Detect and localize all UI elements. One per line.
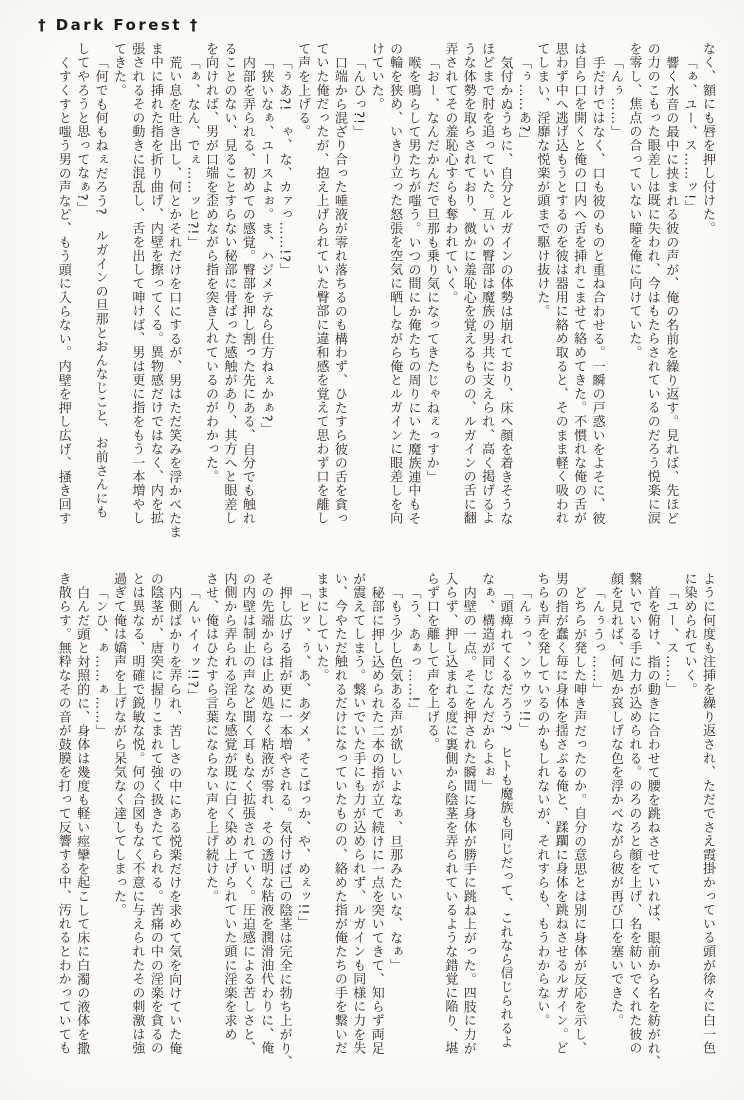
text-column: の内壁は制止の声など聞く耳もなく拡張されていく。圧迫感による苦しさと、 <box>239 572 255 1055</box>
text-column: 内側から弄られる淫らな感覚が既に白く染め上げられていた頭に淫楽を求め <box>221 572 237 1042</box>
text-column: 「ぁ、なん、でぇ……ッヒ?!」 <box>184 55 200 249</box>
text-column: 繋いでいる手に力が込められる。のろのろと顔を上げ、名を紡いでくれた彼の <box>626 572 642 1055</box>
text-column: てしまい、淫靡な悦楽が頭まで駆け抜けた。 <box>534 42 550 318</box>
text-column: 口端から混ざり合った唾液が零れ落ちるのも構わず、ひたすら彼の舌を貪っ <box>331 55 347 525</box>
text-column: 内側ばかりを弄られ、苦しさの中にある悦楽だけを求めて気を向けていた俺 <box>166 585 182 1055</box>
text-column: 喉を鳴らして男たちが嗤う。いつの間にか俺たちの周りにいた魔族連中もそ <box>405 55 421 525</box>
text-column: ほどまで肘を追っていた。互いの臀部は魔族の男共に支えられ、高く掲げるよ <box>479 42 495 525</box>
text-column: 「う、あぁっ……!」 <box>405 585 421 717</box>
page-title: † Dark Forest † <box>38 16 200 34</box>
text-column: 「ぅ……あ?」 <box>515 55 531 147</box>
text-column: 「んぅっ、ンゥウッ!!」 <box>515 585 531 736</box>
text-column: らず口を離して声を上げる。 <box>423 572 439 752</box>
text-column: ちらも声を発しているのかもしれないが、それすらも、もうわからない。 <box>534 572 550 1028</box>
text-column: 「んぅ……」 <box>607 55 623 139</box>
text-column: 「ぅあ?! ゃ、な、カァっ……!?」 <box>276 55 292 277</box>
text-column: 押し広げる指が更に一本増やされる。気付けば己の陰茎は完全に勃ち上がり、 <box>276 585 292 1069</box>
text-column: なぁ、構造が同じなんだからよぉ」 <box>479 572 495 793</box>
text-column: て声を上げる。 <box>295 42 311 139</box>
text-column: その先端からは止め処なく粘液が零れ、その透明な粘液を潤滑油代わりに、俺 <box>258 572 274 1055</box>
text-column: い、今やただ触れるだけになっていたものの、絡めた指が俺たちの手を繋いだ <box>331 572 347 1055</box>
text-column: くすくすと嗤う男の声など、もう頭に入らない。内壁を押し広げ、掻き回す <box>55 55 71 525</box>
text-column: どちらが発した呻き声だったのか。自分の意思とは別に身体が反応を示し、 <box>571 585 587 1055</box>
text-column: ままにしていた。 <box>313 572 329 683</box>
text-column: が震えてしまう。繋いでいた手にも力が込められず、ルガインも同様に力を失 <box>350 572 366 1055</box>
text-column: 「んぅうっ……」 <box>589 585 605 697</box>
text-column: ように何度も注挿を繰り返され、ただでさえ霞掛かっている頭が徐々に白一色 <box>700 572 715 1055</box>
text-column: 手だけではなく、口も彼のものと重ね合わせる。一瞬の戸惑いをよそに、彼 <box>589 55 605 525</box>
text-column: 「んぃイィッ!!?」 <box>184 585 200 703</box>
text-column: 響く水音の最中に挟まれる彼の声が、俺の名前を繰り返す。見れば、先ほど <box>663 55 679 525</box>
text-column: 「何でも何もねぇだろう? ルガインの旦那とおんなじこと、お前さんにも <box>92 55 108 519</box>
text-column: 思わず中へ逃げ込もうとするのを彼は器用に絡め取ると、そのまま軽く吸われ <box>552 42 568 525</box>
text-column: 「頭痺れてくるだろう? ヒトも魔族も同じだって、これなら信じられるよ <box>497 585 513 1049</box>
text-column: 内部を弄られる、初めての感覚。臀部を押し割った先にある、自分でも触れ <box>239 55 255 525</box>
text-column: けていた。 <box>368 42 384 111</box>
text-column: を零し、焦点の合っていない瞳を俺に向けていた。 <box>626 42 642 360</box>
text-column: を向ければ、男が口端を歪めながら指を突き入れているのがわかった。 <box>203 42 219 484</box>
text-column: 「おー、なんだかんだで旦那も乗り気になってきたじゃねぇっすか」 <box>423 55 439 484</box>
text-block-top <box>53 42 716 548</box>
text-column: 首を俯け、指の動きに合わせて腰を跳ねさせていれば、眼前から名を紡がれ、 <box>644 585 660 1069</box>
text-column: 「ンひ、ぁ……ぁ……」 <box>92 585 108 738</box>
text-column: 秘部に押し込められた二本の指が立て続けに一点を突いてきて、知らず両足 <box>368 585 384 1055</box>
text-column: 入らず、押し込まれる度に裏側から陰茎を弄られているような錯覚に陥り、堪 <box>442 572 458 1055</box>
text-column: 「んひっ?!」 <box>350 55 366 139</box>
text-column: の輪を狭め、いきり立った怒張を空気に晒しながら俺とルガインに眼差しを向 <box>387 42 403 525</box>
text-column: ていた俺だったが、抱え上げられていた臀部に違和感を覚えて思わず口を離し <box>313 42 329 525</box>
text-column: 白んだ頭と対照的に、身体は幾度も軽い痙攣を起こして床に白濁の液体を撒 <box>74 585 90 1055</box>
text-column: 過ぎて俺は嬌声を上げながら呆気なく達してしまった。 <box>111 572 126 917</box>
text-column: ま中に挿れた指を折り曲げ、内壁を擦ってくる。異物感だけではなく、内を拡 <box>147 42 163 525</box>
text-column: 「ユー、ス……」 <box>663 585 679 697</box>
text-column: してやろうと思ってなぁ?」 <box>74 42 90 216</box>
text-column: 男の指が蠢く毎に身体を揺さぶる俺と、蹂躙に身体を跳ねさせるルガイン。ど <box>552 572 568 1055</box>
text-column: 荒い息を吐き出し、何とかそれだけを口にするが、男はただ笑みを浮かべたま <box>166 55 182 539</box>
text-column: 「狭いなぁ、ユースよぉ。ま、ハジメテなら仕方ねぇかぁ?」 <box>258 55 274 437</box>
text-column: ることのない、見ることすらない秘部に骨ばった感触があり、其方へと眼差し <box>221 42 237 525</box>
text-column: なく、額にも唇を押し付けた。 <box>700 42 715 236</box>
text-column: 顔を見れば、何処か哀しげな色を浮かべながら彼が再び口を塞いできた。 <box>607 572 623 1028</box>
text-column: させ、俺はひたすら言葉にならない声を上げ続けた。 <box>203 572 219 904</box>
text-column: の力のこもった眼差しは既に失われ、今はもたらされているのだろう悦楽に涙 <box>644 42 660 525</box>
text-column: に染められていく。 <box>681 572 697 697</box>
text-column: 内壁の一点。そこを押された瞬間に身体が勝手に跳ね上がった。四肢に力が <box>460 585 476 1055</box>
text-column: は自ら口を開くと俺の口内へ舌を挿れこませて絡めてきた。不慣れな俺の舌が <box>571 42 587 525</box>
text-column: き散らす。無粋なその音が鼓膜を打って反響する中、汚れるとわかっていても <box>55 572 71 1055</box>
text-column: 「ヒッ、ぅ、あ、あダメ、そこばっか、や、めぇッ!!」 <box>295 585 311 930</box>
text-column: てきた。 <box>111 42 126 98</box>
text-column: とは異なる、明確で鋭敏な悦。何の合図もなく不意に与えられたその刺激は強 <box>129 572 145 1055</box>
text-column: うな体勢を取らされており、微かに羞恥心を覚えるものの、ルガインの舌に翻 <box>460 42 476 525</box>
text-column: 気付かぬうちに、自分とルガインの体勢は崩れており、床へ顔を着きそうな <box>497 55 513 525</box>
text-column: 「もう少し色気ある声が欲しいよなぁ、旦那みたいな、なぁ」 <box>387 585 403 973</box>
text-column: 張されるその動きに混乱し、舌を出して呻けば、男は更に指をもう一本増やし <box>129 42 145 525</box>
text-column: 「ぁ、ユー、ス……ッ!」 <box>681 55 697 214</box>
text-block-bottom <box>53 572 716 1078</box>
text-column: 弄されてその羞恥心すらも奪われていく。 <box>442 42 458 305</box>
text-column: の陰茎が、唐突に握りこまれて強く扱きたてられる。苦痛の中の淫楽を貪るの <box>147 572 163 1055</box>
